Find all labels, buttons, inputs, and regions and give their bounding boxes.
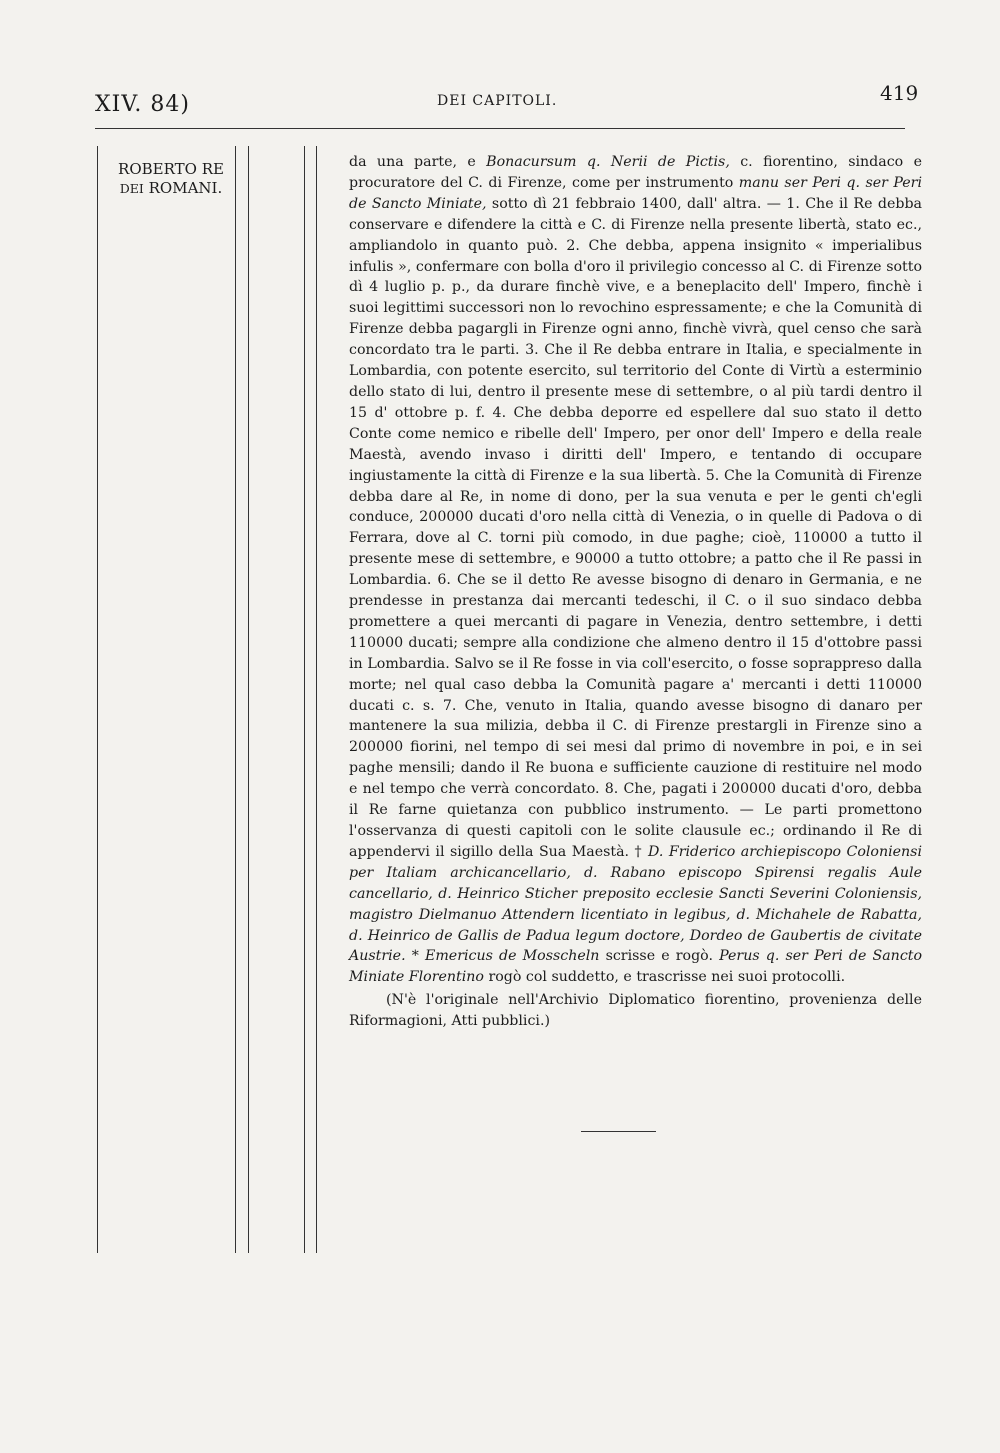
margin-heading-rest: ROMANI. [143, 179, 223, 197]
page-number: 419 [880, 81, 919, 105]
column-rule-left [97, 146, 98, 1253]
text-run: c. fiorentino, sindaco e procuratore del C. di Firenze, come per instrumento [349, 154, 922, 191]
italic-name: Emericus de Mosscheln [424, 948, 600, 965]
closing-rule [581, 1131, 656, 1132]
running-title: DEI CAPITOLI. [437, 93, 558, 109]
italic-name: Perus q. ser Peri de Sancto Miniate Florentino [349, 948, 923, 986]
column-rule-2 [248, 146, 249, 1253]
text-run: * [405, 948, 425, 965]
text-run: sotto dì 21 febbraio 1400, dall' altra. — 1. Che il Re debba conservare e difendere la città e C. di Firenze nella presente libertà, stato ec., ampliandolo in quanto può. 2. Che debba, appena insignito « imperialibus infulis », confermare con bolla d'oro il privilegio concesso al C. di Firenze sotto dì 4 luglio p. p., da durare finchè vive, e a beneplacito dell' Impero, finchè i suoi legittimi successori non lo revochino espressamente; e che la Comunità di Firenze debba pagargli in Firenze ogni anno, finchè vivrà, quel censo che sarà concordato tra le parti. 3. Che il Re debba entrare in Italia, e specialmente in Lombardia, con potente esercito, sul territorio del Conte di Virtù a esterminio dello stato di lui, dentro il presente mese di settembre, o al più tardi dentro il 15 d' ottobre p. f. 4. Che debba deporre ed espellere dal suo stato il detto Conte come nemico e ribelle dell' Impero, per onor dell' Impero e della reale Maestà, avendo invaso i diritti dell' Impero, e tentando di occupare ingiustamente la città di Firenze e la sua libertà. 5. Che la Comunità di Firenze debba dare al Re, in nome di dono, per la sua venuta e per le genti ch'egli conduce, 200000 ducati d'oro nella città di Venezia, o in quelle di Padova o di Ferrara, dove al C. torni più comodo, in due paghe; cioè, 110000 a tutto il presente mese di settembre, e 90000 a tutto ottobre; a patto che il Re passi in Lombardia. 6. Che se il detto Re avesse bisogno di denaro in Germania, e ne prendesse in prestanza dai mercanti tedeschi, il C. o il suo sindaco debba promettere a quei mercanti di pagare in Venezia, dentro settembre, i detti 110000 ducati; sempre alla condizione che almeno dentro il 15 d'ottobre passi in Lombardia. Salvo se il Re fosse in via coll'esercito, o fosse soprappreso dalla morte; nel qual caso debba la Comunità pagare a' mercanti i detti 110000 ducati c. s. 7. Che, venuto in Italia, quando avesse bisogno di danaro per mantenere la sua milizia, debba il C. di Firenze prestargli in Firenze sino a 200000 fiorini, nel tempo di sei mesi dal primo di novembre in poi, e in sei paghe mensili; dando il Re buona e sufficiente cauzione di restituire nel modo e nel tempo che verrà concordato. 8. Che, pagati i 200000 ducati d'oro, debba il Re farne quietanza con pubblico instrumento. — Le parti promettono l'osservanza di questi capitoli con le solite clausule ec.; ordinando il Re di appendervi il sigillo della Sua Maestà. † [349, 195, 922, 860]
margin-heading-line1: ROBERTO RE [118, 160, 224, 178]
text-run: scrisse e rogò. [599, 948, 720, 965]
margin-heading [106, 160, 236, 198]
italic-name: manu ser Peri q. ser Peri de Sancto Miniate, [349, 174, 923, 212]
text-run: rogò col suddetto, e trascrisse nei suoi protocolli. [483, 969, 846, 986]
column-rule-1 [235, 146, 236, 1253]
section-reference: XIV. 84) [95, 92, 190, 117]
column-rule-3 [304, 146, 305, 1253]
source-note: (N'è l'originale nell'Archivio Diplomatico fiorentino, provenienza delle Riformagioni, Atti pubblici.) [349, 992, 922, 1030]
column-rule-4 [316, 146, 317, 1253]
italic-name: Bonacursum q. Nerii de Pictis, [486, 154, 730, 170]
text-run: da una parte, e [349, 154, 487, 170]
header-rule [95, 128, 905, 129]
document-body [349, 152, 922, 1032]
italic-witness-list: D. Friderico archiepiscopo Coloniensi per Italiam archicancellario, d. Rabano episcopo Spirensi regalis Aule cancellario, d. Heinrico Sticher preposito ecclesie Sancti Severini Coloniensis, magistro Dielmanuo Attendern licentiato in legibus, d. Michahele de Rabatta, d. Heinrico de Gallis de Padua legum doctore, Dordeo de Gaubertis de civitate Austrie. [349, 843, 922, 965]
main-paragraph [349, 152, 922, 988]
margin-heading-line2 [106, 179, 236, 198]
margin-heading-small: DEI [119, 181, 144, 196]
